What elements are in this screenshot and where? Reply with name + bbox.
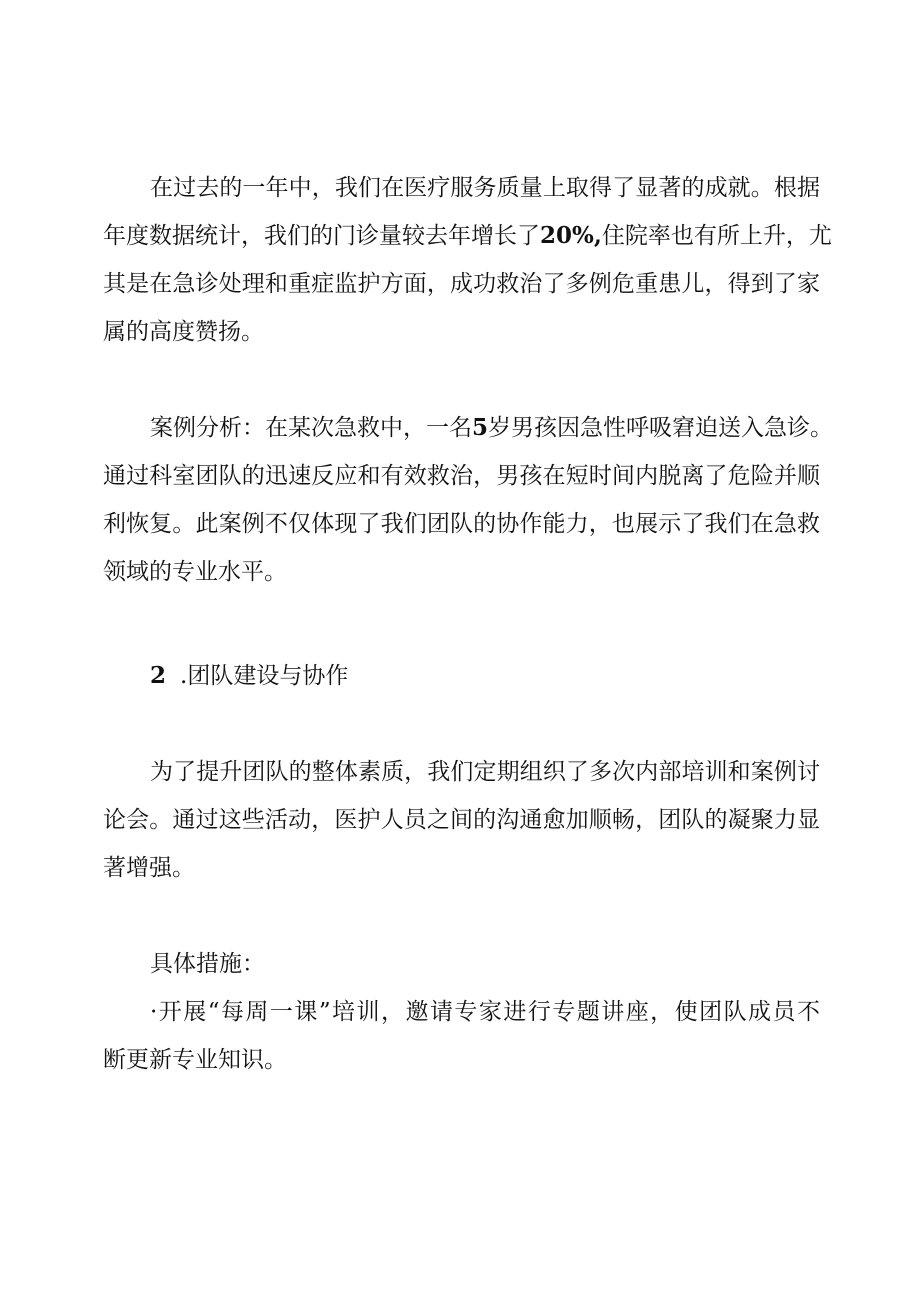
bullet-item-continuation: 断更新专业知识。 (103, 1047, 287, 1073)
line-text: 住院率也有所上升，尤 (601, 223, 832, 249)
bullet-item: ·开展“每周一课”培训，邀请专家进行专题讲座，使团队成员不 (150, 999, 820, 1025)
section-title: .团队建设与协作 (180, 663, 349, 689)
paragraph-line: 为了提升团队的整体素质，我们定期组织了多次内部培训和案例讨 (150, 759, 820, 785)
patient-age: 5 (472, 414, 489, 441)
paragraph-line: 属的高度赞扬。 (103, 319, 264, 345)
paragraph-line (150, 408, 834, 448)
paragraph-line: 领域的专业水平。 (103, 559, 287, 585)
section-number: 2 (150, 662, 167, 689)
growth-percentage: 20%, (540, 222, 602, 249)
paragraph-line: 著增强。 (103, 855, 195, 881)
paragraph-line: 其是在急诊处理和重症监护方面，成功救治了多例危重患儿，得到了家 (103, 271, 820, 297)
paragraph-line: 在过去的一年中，我们在医疗服务质量上取得了显著的成就。根据 (150, 175, 820, 201)
paragraph-line: 通过科室团队的迅速反应和有效救治，男孩在短时间内脱离了危险并顺 (103, 463, 820, 489)
line-text: 案例分析：在某次急救中，一名 (150, 415, 472, 441)
paragraph-line (103, 216, 832, 256)
line-text: 年度数据统计，我们的门诊量较去年增长了 (103, 223, 540, 249)
paragraph-line: 利恢复。此案例不仅体现了我们团队的协作能力，也展示了我们在急救 (103, 511, 820, 537)
paragraph-line: 论会。通过这些活动，医护人员之间的沟通愈加顺畅，团队的凝聚力显 (103, 807, 820, 833)
section-heading (150, 656, 348, 696)
measures-label: 具体措施： (150, 951, 265, 977)
line-text: 岁男孩因急性呼吸窘迫送入急诊。 (488, 415, 834, 441)
